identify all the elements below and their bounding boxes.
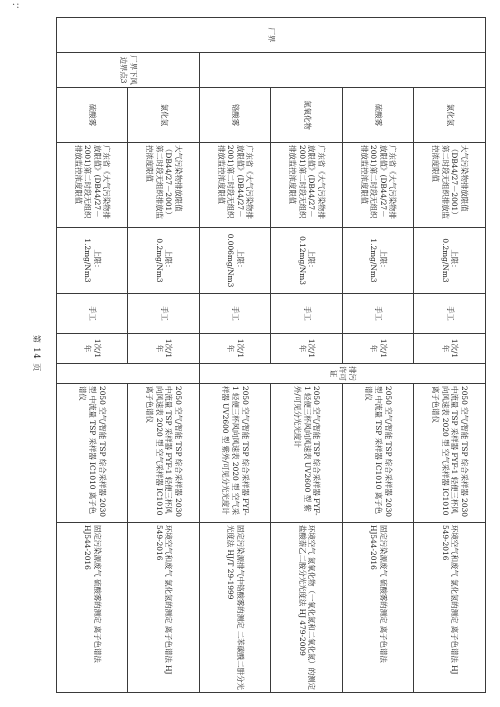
analysis-method-cell: 环境空气和废气 氯化氢的测定 离子色谱法 HJ 549-2016 — [414, 523, 486, 693]
standard-cell: 广东省《大气污染物排放限值》(DB44/27－2001)第二时段无组织排放监控浓度限值 — [57, 143, 129, 228]
pollutant-cell: 硫酸雾 — [57, 88, 129, 143]
table-row — [200, 18, 272, 693]
frequency-cell: 1次/1年 — [271, 334, 343, 364]
analysis-method-cell: 环境空气和废气 氯化氢的测定 离子色谱法 HJ 549-2016 — [128, 523, 200, 693]
limit-cell: 上限：0.006mg/Nm3 — [200, 228, 272, 294]
frequency-cell: 1次/1年 — [414, 334, 486, 364]
equipment-cell: 2050 空气/智能 TSP 综合采样器 2030 中流量 TSP 采样器 FYF-1 轻便三杯风向风速表 2020 型 空气采样器 IC1010 离子色谱仪 — [414, 384, 486, 523]
standard-cell: 广东省《大气污染物排放限值》(DB44/27－2001)第二时段无组织排放监控浓度限值 — [271, 143, 343, 228]
analysis-method-cell: 环境空气 氮氧化物（一氧化氮和二氧化氮）的测定 盐酸萘乙二胺分光光度法 HJ 479-2009 — [271, 523, 343, 693]
limit-cell: 上限：1.2mg/Nm3 — [343, 228, 415, 294]
method-type-cell: 手工 — [128, 294, 200, 334]
equipment-cell: 2050 空气/智能 TSP 综合采样器 FYF-1 轻便三杯风向风速表 UV2600 型 紫外/可见分光光度计 — [271, 384, 343, 523]
frequency-cell: 1次/1年 — [200, 334, 272, 364]
standard-cell: 大气污染物排放限值（DB44/27－2001）第二时段无组织排放监控浓度限值 — [414, 143, 486, 228]
pollutant-cell: 氯化氢 — [128, 88, 200, 143]
standard-cell: 广东省《大气污染物排放限值》(DB44/27－2001)第二时段无组织排放监控浓度限值 — [200, 143, 272, 228]
method-type-cell: 手工 — [57, 294, 129, 334]
page-number: 第 14 页 — [32, 334, 41, 373]
permit-cell: 排污许可证 — [200, 364, 486, 384]
frequency-cell: 1次/1年 — [128, 334, 200, 364]
monitoring-point-cell: 厂界下风边界点3 — [57, 53, 200, 88]
pollutant-cell: 硫酸雾 — [343, 88, 415, 143]
equipment-cell: 2050 空气/智能 TSP 综合采样器 2030 中流量 TSP 采样器 FYF-1 轻便三杯风向风速表 2020 型 空气采样器 IC1010 离子色谱仪 — [128, 384, 200, 523]
blank-cell — [57, 364, 200, 384]
pollutant-cell: 氮氧化物 — [271, 88, 343, 143]
method-type-cell: 手工 — [343, 294, 415, 334]
pollutant-cell: 铬酸雾 — [200, 88, 272, 143]
method-type-cell: 手工 — [414, 294, 486, 334]
standard-cell: 大气污染物排放限值（DB44/27－2001）第二时段无组织排放监控浓度限值 — [128, 143, 200, 228]
limit-cell: 上限：0.12mg/Nm3 — [271, 228, 343, 294]
group-cell: 厂界 — [57, 18, 486, 53]
standard-cell: 广东省《大气污染物排放限值》(DB44/27－2001)第二时段无组织排放监控浓度限值 — [343, 143, 415, 228]
analysis-method-cell: 固定污染源废气 硫酸雾的测定 离子色谱法 HJ544-2016 — [57, 523, 129, 693]
frequency-cell: 1次/1年 — [57, 334, 129, 364]
equipment-cell: 2050 空气/智能 TSP 综合采样器 FYF-1 轻便三杯风向风速表 2020 型 空气采样器 UV2600 型 紫外/可见分光光度计 — [200, 384, 272, 523]
table-row — [57, 18, 129, 693]
table-row — [414, 18, 486, 693]
blank-point-cell — [200, 53, 486, 88]
analysis-method-cell: 固定污染源排气中铬酸雾的测定 二苯碳酰二肼分光光度法 HJ/T 29-1999 — [200, 523, 272, 693]
equipment-cell: 2050 空气/智能 TSP 综合采样器 2030 型 中流量 TSP 采样器 IC1010 离子色谱仪 — [57, 384, 129, 523]
method-type-cell: 手工 — [271, 294, 343, 334]
monitoring-table — [56, 17, 486, 693]
table-row — [128, 18, 200, 693]
method-type-cell: 手工 — [200, 294, 272, 334]
frequency-cell: 1次/1年 — [343, 334, 415, 364]
limit-cell: 上限：1.2mg/Nm3 — [57, 228, 129, 294]
equipment-cell: 2050 空气/智能 TSP 综合采样器 2030 型 中流量 TSP 采样器 IC1010 离子色谱仪 — [343, 384, 415, 523]
table-row — [271, 18, 343, 693]
limit-cell: 上限：0.2mg/Nm3 — [414, 228, 486, 294]
pollutant-cell: 氯化氢 — [414, 88, 486, 143]
table-row — [343, 18, 415, 693]
analysis-method-cell: 固定污染源废气 硫酸雾的测定 离子色谱法 HJ544-2016 — [343, 523, 415, 693]
limit-cell: 上限：0.2mg/Nm3 — [128, 228, 200, 294]
binding-marks: ·: — [12, 0, 21, 11]
